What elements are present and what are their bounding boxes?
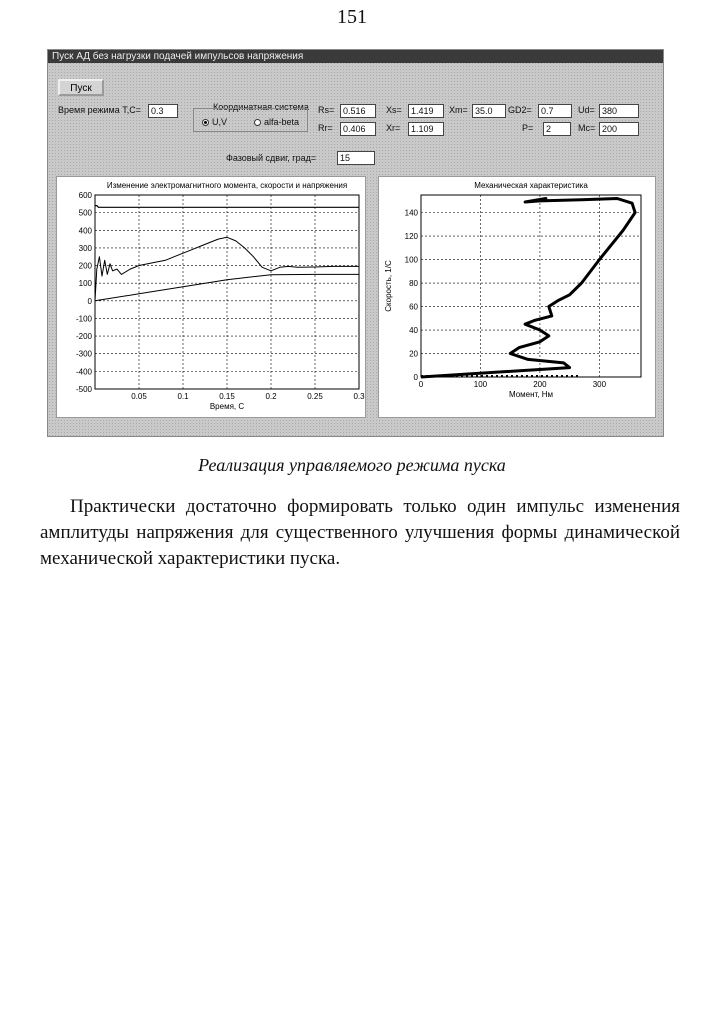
plot-area — [421, 195, 641, 377]
x-tick-label: 0.25 — [307, 392, 323, 401]
phase-shift-field[interactable]: 15 — [337, 151, 375, 165]
y-tick-label: 0 — [413, 373, 418, 382]
chart-title: Механическая характеристика — [474, 181, 588, 190]
chart-title: Изменение электромагнитного момента, скорости и напряжения — [106, 181, 348, 190]
x-axis-label: Время, С — [209, 402, 245, 411]
radio-uv[interactable] — [202, 119, 209, 126]
xm-field[interactable]: 35.0 — [472, 104, 506, 118]
coord-group-label: Координатная система — [213, 102, 309, 112]
x-tick-label: 0.2 — [265, 392, 277, 401]
xr-label: Xr= — [386, 123, 401, 133]
ud-label: Ud= — [578, 105, 595, 115]
window-title: Пуск АД без нагрузки подачей импульсов напряжения — [48, 50, 663, 63]
y-tick-label: 80 — [409, 279, 418, 289]
y-tick-label: 60 — [409, 302, 418, 312]
rr-label: Rr= — [318, 123, 333, 133]
coord-system-group — [193, 108, 308, 132]
figure-caption: Реализация управляемого режима пуска — [198, 455, 506, 475]
x-tick-label: 100 — [473, 380, 488, 389]
y-tick-label: 100 — [404, 255, 418, 265]
radio-uv-label: U,V — [212, 117, 228, 127]
x-tick-label: 0.1 — [177, 392, 189, 401]
y-tick-label: 0 — [87, 296, 92, 306]
y-tick-label: 300 — [78, 243, 92, 253]
body-paragraph: Практически достаточно формировать только один импульс изменения амплитуды напряжения для существенного улучшения формы динамической механической характеристики пуска. — [40, 496, 680, 569]
y-tick-label: -500 — [75, 385, 92, 394]
time-chart — [57, 177, 365, 417]
x-tick-label: 0.15 — [219, 392, 235, 401]
rs-field[interactable]: 0.516 — [340, 104, 376, 118]
y-tick-label: -400 — [75, 367, 92, 377]
mechanical-chart — [379, 177, 655, 417]
y-tick-label: -300 — [75, 349, 92, 359]
y-tick-label: -100 — [75, 314, 92, 324]
x-tick-label: 0.3 — [353, 392, 365, 401]
x-tick-label: 200 — [533, 380, 547, 389]
ud-field[interactable]: 380 — [599, 104, 639, 118]
x-axis-label: Момент, Нм — [508, 390, 554, 399]
p-field[interactable]: 2 — [543, 122, 571, 136]
y-tick-label: 600 — [78, 191, 92, 200]
xs-label: Xs= — [386, 105, 402, 115]
mode-time-field[interactable]: 0.3 — [148, 104, 178, 118]
page-number: 151 — [337, 6, 367, 28]
time-chart-panel — [56, 176, 366, 418]
rr-field[interactable]: 0.406 — [340, 122, 376, 136]
y-tick-label: 40 — [409, 326, 418, 336]
program-window — [47, 49, 664, 437]
p-label: P= — [522, 123, 534, 133]
xm-label: Xm= — [449, 105, 468, 115]
gd2-field[interactable]: 0.7 — [538, 104, 572, 118]
y-tick-label: 140 — [404, 208, 418, 218]
rs-label: Rs= — [318, 105, 335, 115]
y-tick-label: 400 — [78, 226, 92, 236]
y-tick-label: 20 — [409, 349, 418, 359]
y-tick-label: 200 — [78, 261, 92, 271]
y-tick-label: -200 — [75, 332, 92, 342]
xr-field[interactable]: 1.109 — [408, 122, 444, 136]
mc-label: Mc= — [578, 123, 596, 133]
phase-shift-label: Фазовый сдвиг, град= — [226, 153, 317, 163]
xs-field[interactable]: 1.419 — [408, 104, 444, 118]
mc-field[interactable]: 200 — [599, 122, 639, 136]
start-button[interactable]: Пуск — [58, 79, 104, 96]
y-tick-label: 100 — [78, 279, 92, 289]
radio-alfa-beta[interactable] — [254, 119, 261, 126]
gd2-label: GD2= — [508, 105, 532, 115]
mode-time-label: Время режима Т,С= — [58, 105, 141, 115]
y-tick-label: 500 — [78, 208, 92, 218]
y-axis-label: Скорость, 1/С — [384, 260, 393, 312]
series-line-2 — [95, 206, 359, 208]
series-line-0 — [421, 199, 635, 378]
x-tick-label: 0.05 — [131, 392, 147, 401]
y-tick-label: 120 — [404, 232, 418, 242]
radio-alfa-beta-label: alfa-beta — [264, 117, 300, 127]
x-tick-label: 300 — [592, 380, 607, 389]
x-tick-label: 0 — [418, 380, 424, 389]
mechanical-chart-panel — [378, 176, 656, 418]
